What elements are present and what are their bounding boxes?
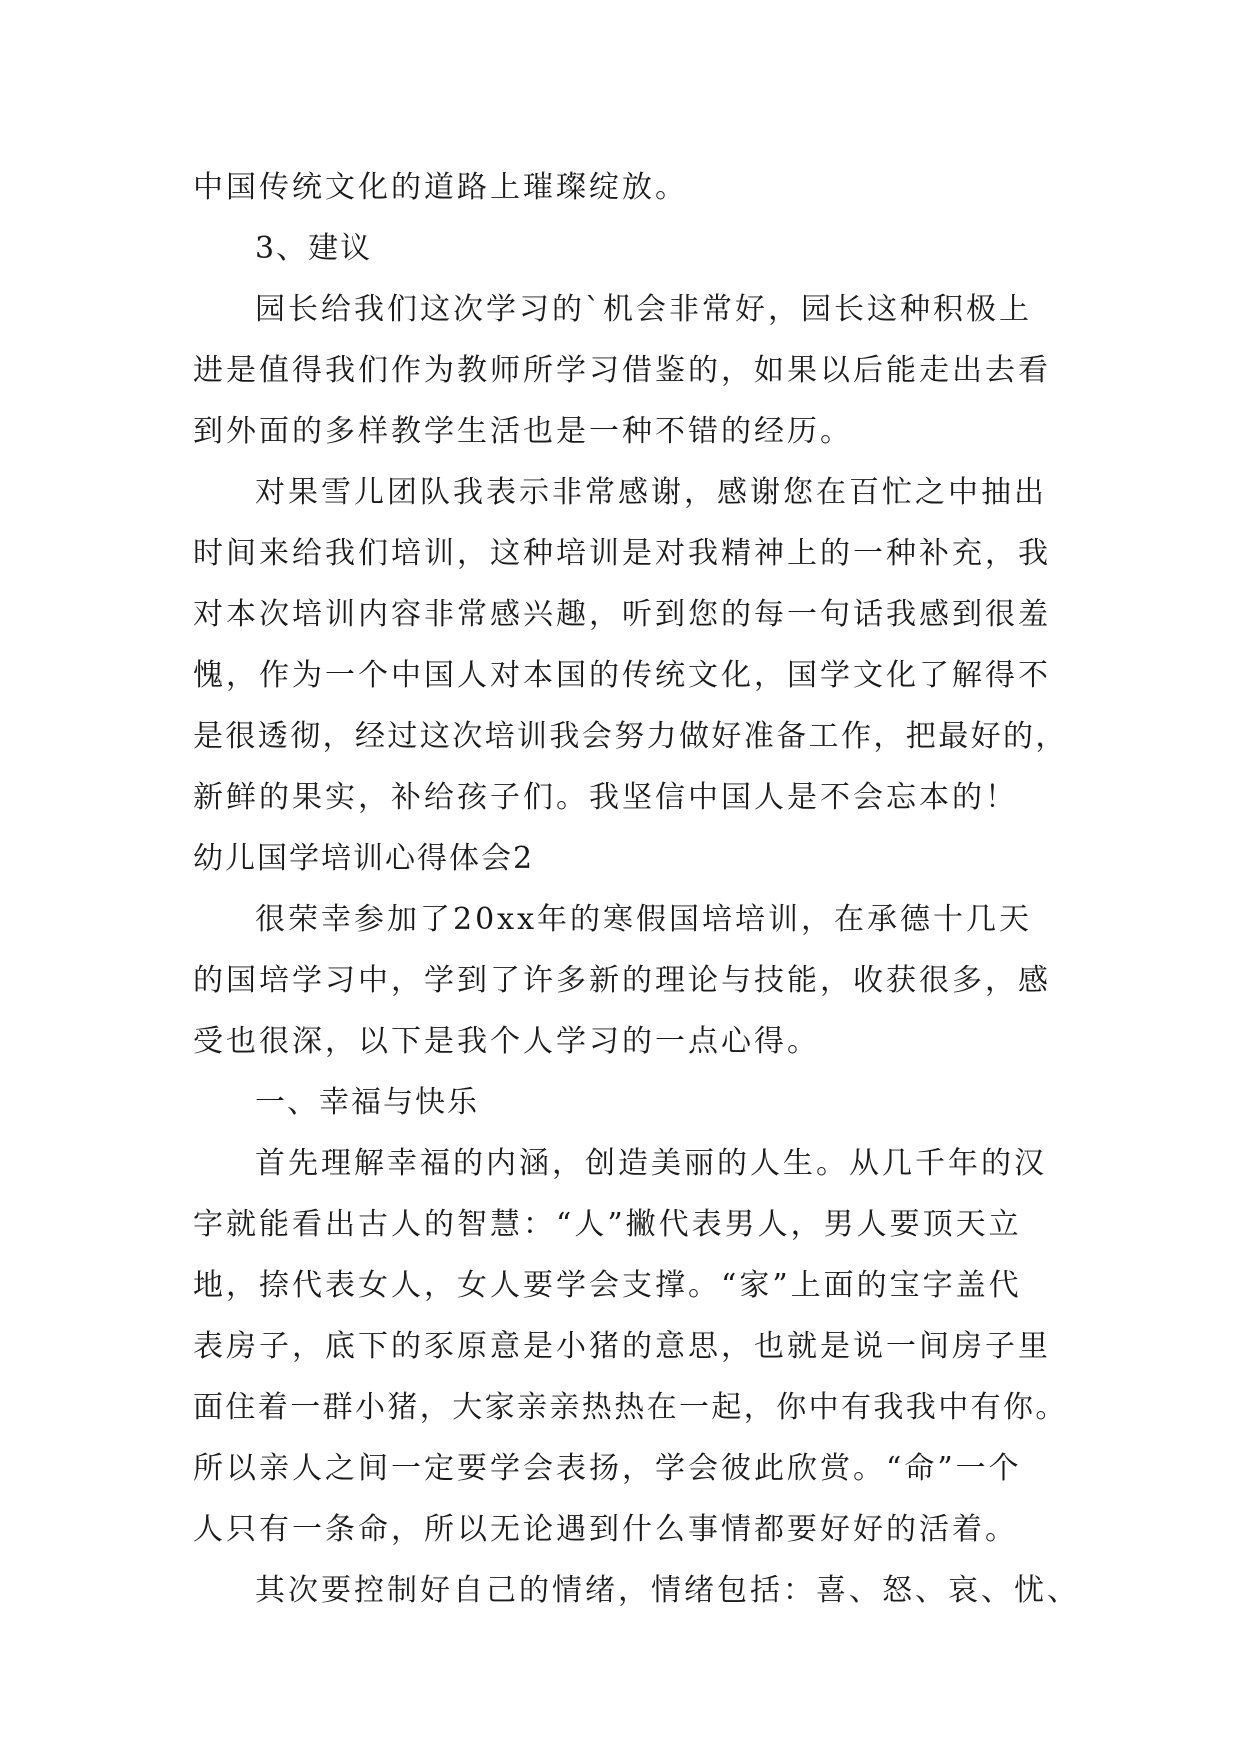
section-heading-suggestions: 3、建议 (255, 231, 373, 266)
section-heading-happiness: 一、幸福与快乐 (255, 1085, 479, 1120)
paragraph-line: 人只有一条命，所以无论遇到什么事情都要好好的活着。 (193, 1512, 1018, 1547)
paragraph-line: 愧，作为一个中国人对本国的传统文化，国学文化了解得不 (193, 658, 1051, 693)
paragraph-line: 很荣幸参加了20xx年的寒假国培培训，在承德十几天 (255, 902, 1033, 937)
paragraph-line: 是很透彻，经过这次培训我会努力做好准备工作，把最好的， (193, 719, 1068, 754)
paragraph-line: 其次要控制好自己的情绪，情绪包括：喜、怒、哀、忧、 (255, 1573, 1080, 1608)
paragraph-line: 对果雪儿团队我表示非常感谢，感谢您在百忙之中抽出 (255, 475, 1047, 510)
paragraph-line: 新鲜的果实，补给孩子们。我坚信中国人是不会忘本的！ (193, 780, 1018, 815)
paragraph-line: 时间来给我们培训，这种培训是对我精神上的一种补充，我 (193, 536, 1051, 571)
paragraph-line: 的国培学习中，学到了许多新的理论与技能，收获很多，感 (193, 963, 1051, 998)
paragraph-line: 受也很深，以下是我个人学习的一点心得。 (193, 1024, 820, 1059)
document-body (193, 157, 1080, 1621)
paragraph-line: 进是值得我们作为教师所学习借鉴的，如果以后能走出去看 (193, 353, 1051, 388)
paragraph-line: 所以亲人之间一定要学会表扬，学会彼此欣赏。“命”一个 (193, 1451, 1022, 1486)
paragraph-line: 字就能看出古人的智慧：“人”撇代表男人，男人要顶天立 (193, 1207, 1022, 1242)
article-title: 幼儿国学培训心得体会2 (193, 841, 535, 876)
paragraph-line: 园长给我们这次学习的`机会非常好，园长这种积极上 (255, 292, 1032, 327)
paragraph-line: 面住着一群小猪，大家亲亲热热在一起，你中有我我中有你。 (193, 1390, 1068, 1425)
paragraph-line: 首先理解幸福的内涵，创造美丽的人生。从几千年的汉 (255, 1146, 1047, 1181)
paragraph-line: 到外面的多样教学生活也是一种不错的经历。 (193, 414, 853, 449)
paragraph-line: 中国传统文化的道路上璀璨绽放。 (193, 170, 688, 205)
paragraph-line: 对本次培训内容非常感兴趣，听到您的每一句话我感到很羞 (193, 597, 1051, 632)
paragraph-line: 表房子，底下的豕原意是小猪的意思，也就是说一间房子里 (193, 1329, 1051, 1364)
paragraph-line: 地，捺代表女人，女人要学会支撑。“家”上面的宝字盖代 (193, 1268, 1022, 1303)
